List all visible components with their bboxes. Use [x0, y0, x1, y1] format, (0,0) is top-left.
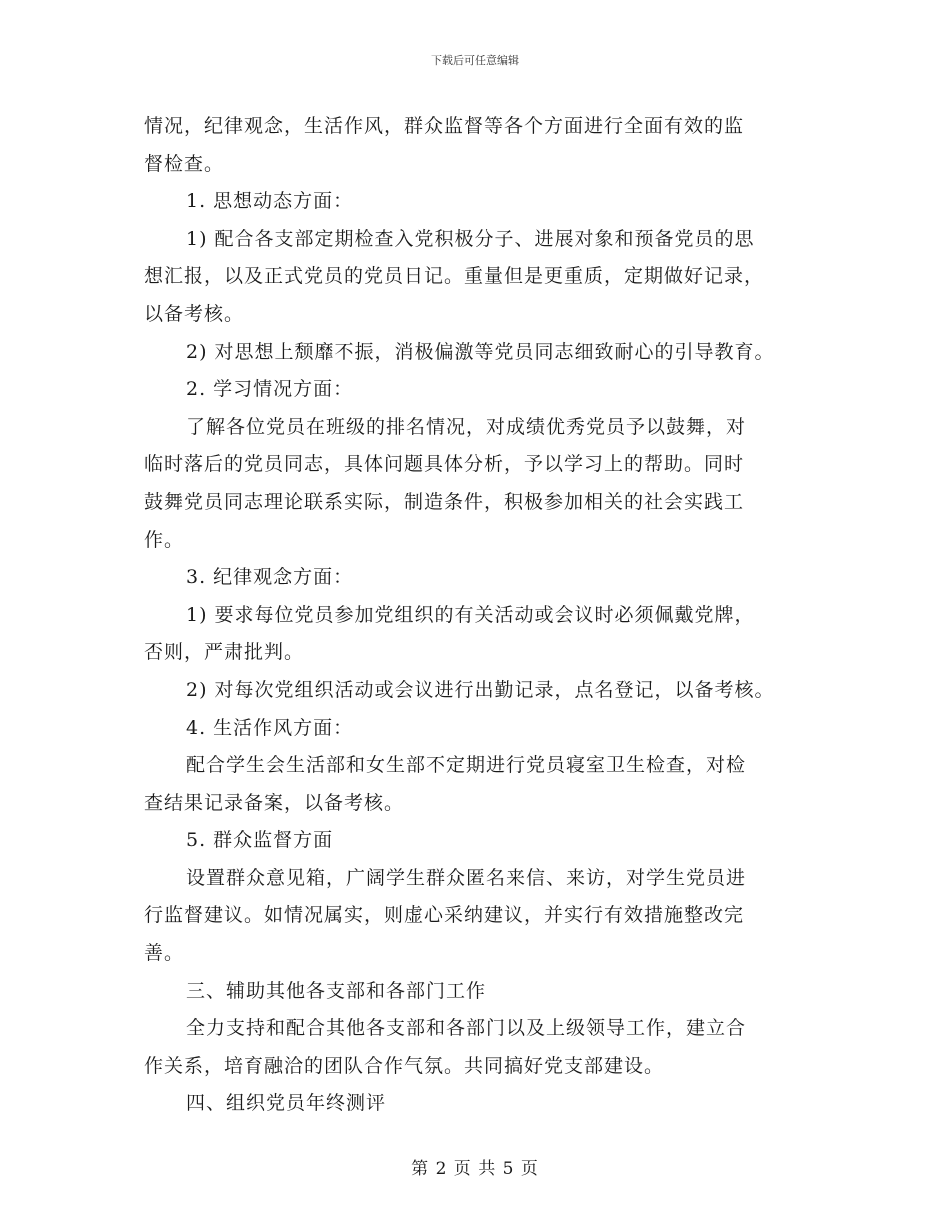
section-heading: 2. 学习情况方面： [186, 378, 354, 401]
text-line: 情况，纪律观念，生活作风，群众监督等各个方面进行全面有效的监 [144, 115, 745, 137]
text-line: 2) 对思想上颓靡不振，消极偏激等党员同志细致耐心的引导教育。 [186, 340, 775, 363]
section-heading: 5. 群众监督方面 [186, 829, 334, 852]
text-line: 督检查。 [144, 152, 225, 175]
text-line: 作。 [144, 528, 185, 551]
section-heading: 4. 生活作风方面： [186, 716, 354, 739]
page-header: 下载后可任意编辑 [431, 54, 519, 67]
text-line: 作关系，培育融洽的团队合作气氛。共同搞好党支部建设。 [144, 1054, 665, 1077]
text-line: 鼓舞党员同志理论联系实际，制造条件，积极参加相关的社会实践工 [144, 490, 745, 513]
text-line: 2) 对每次党组织活动或会议进行出勤记录，点名登记，以备考核。 [186, 678, 775, 701]
page-footer: 第 2 页 共 5 页 [411, 1159, 539, 1179]
section-heading: 三、辅助其他各支部和各部门工作 [186, 979, 487, 1002]
text-line: 否则，严肃批判。 [144, 641, 305, 664]
text-line: 临时落后的党员同志，具体问题具体分析，予以学习上的帮助。同时 [144, 453, 745, 476]
document-body [140, 108, 820, 1123]
text-line: 全力支持和配合其他各支部和各部门以及上级领导工作，建立合 [186, 1017, 747, 1040]
text-line: 想汇报，以及正式党员的党员日记。重量但是更重质，定期做好记录， [144, 265, 765, 288]
text-line: 设置群众意见箱，广阔学生群众匿名来信、来访，对学生党员进 [186, 866, 747, 889]
section-heading: 四、组织党员年终测评 [186, 1092, 387, 1115]
section-heading: 3. 纪律观念方面： [186, 566, 354, 589]
text-line: 配合学生会生活部和女生部不定期进行党员寝室卫生检查，对检 [186, 754, 747, 777]
text-line: 了解各位党员在班级的排名情况，对成绩优秀党员予以鼓舞，对 [186, 415, 747, 438]
text-line: 行监督建议。如情况属实，则虚心采纳建议，并实行有效措施整改完 [144, 904, 745, 927]
text-line: 1) 要求每位党员参加党组织的有关活动或会议时必须佩戴党牌， [186, 603, 755, 626]
text-line: 以备考核。 [144, 302, 245, 325]
section-heading: 1. 思想动态方面： [186, 190, 354, 213]
text-line: 善。 [144, 942, 185, 965]
text-line: 查结果记录备案，以备考核。 [144, 791, 405, 814]
text-line: 1) 配合各支部定期检查入党积极分子、进展对象和预备党员的思 [186, 227, 755, 250]
